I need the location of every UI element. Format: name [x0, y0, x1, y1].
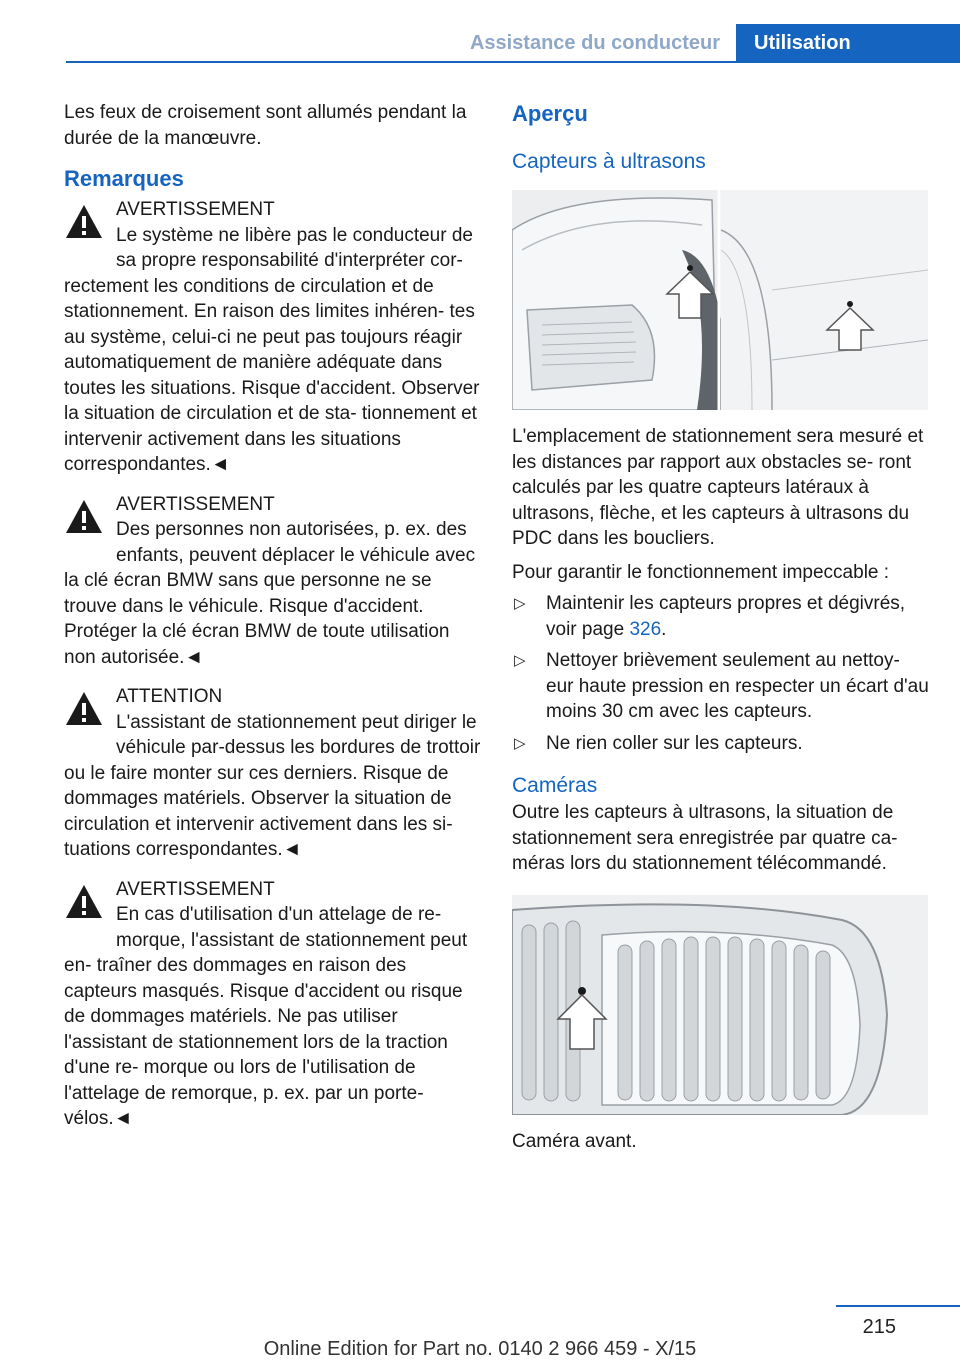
list-item-end: . — [661, 618, 667, 640]
header-chapter-tab: Utilisation — [736, 24, 960, 63]
header-rule — [66, 61, 960, 63]
list-item — [512, 591, 930, 642]
warning-block — [64, 684, 482, 863]
warning-text: En cas d'utilisation d'un attelage de re- morque, l'assistant de stationnement peut en- traîner des dommages en raison des capteurs masqués. Risque d'accident ou risque de dommages matériels. Ne pas utiliser l'assistant de stationnement lors de la traction d'une re- morque ou lors de l'utilisation de l'attelage de remorque, p. ex. par un porte-vélos.◄ — [64, 904, 468, 1129]
page-reference-link[interactable]: 326 — [629, 618, 662, 640]
list-item — [512, 731, 930, 757]
section-heading-apercu: Aperçu — [512, 101, 588, 126]
car-front-sensor-illustration — [512, 190, 928, 410]
ultrasonic-sensor-figure — [512, 190, 928, 410]
warning-triangle-icon — [64, 203, 116, 255]
right-column — [512, 100, 930, 1162]
footer-rule — [836, 1305, 960, 1307]
maintenance-list — [512, 591, 930, 756]
list-item-text: Ne rien coller sur les capteurs. — [546, 732, 803, 754]
maintenance-intro: Pour garantir le fonctionnement impeccable : — [512, 561, 890, 583]
warning-triangle-icon — [64, 883, 116, 935]
warning-label: ATTENTION — [116, 686, 223, 707]
warning-label: AVERTISSEMENT — [116, 199, 275, 220]
list-item — [512, 648, 930, 725]
warning-label: AVERTISSEMENT — [116, 878, 275, 900]
kidney-grille-camera-illustration — [512, 895, 928, 1115]
warning-block — [64, 197, 482, 478]
list-item-text: Maintenir les capteurs propres et dégivrés, voir page — [546, 593, 906, 640]
subheading-ultrasonic-sensors: Capteurs à ultrasons — [512, 150, 706, 173]
left-column — [64, 100, 482, 1132]
warning-text: Le système ne libère pas le conducteur de sa propre responsabilité d'interpréter cor- rectement les conditions de circulation et de stationnement. En raison des limites inhéren- tes au système, celui-ci ne peut pas toujours réagir automatiquement de manière adéquate dans toutes les situations. Risque d'accident. Observer la situation de circulation et de sta- tionnement et intervenir activement dans les situations correspondantes.◄ — [64, 224, 480, 475]
warning-triangle-icon — [64, 690, 116, 742]
front-camera-figure — [512, 895, 928, 1115]
bullet-triangle-icon: ▷ — [514, 595, 526, 612]
warning-triangle-icon — [64, 498, 116, 550]
warning-text: Des personnes non autorisées, p. ex. des enfants, peuvent déplacer le véhicule avec la clé écran BMW sans que personne ne se trouve dans le véhicule. Risque d'accident. Protéger la clé écran BMW de toute utilisation non autorisée.◄ — [64, 519, 476, 668]
bullet-triangle-icon: ▷ — [514, 652, 526, 669]
subheading-cameras: Caméras — [512, 774, 598, 797]
header-section-title: Assistance du conducteur — [469, 32, 720, 54]
sensor-description: L'emplacement de stationnement sera mesuré et les distances par rapport aux obstacles se- ront calculés par les quatre capteurs latéraux à ultrasons, flèche, et les capteurs à ultrasons du PDC dans les boucliers. — [512, 426, 924, 549]
list-item-text: Nettoyer brièvement seulement au nettoy- eur haute pression en respecter un écart d'au moins 30 cm avec les capteurs. — [546, 650, 929, 722]
warning-block — [64, 492, 482, 671]
warning-text: L'assistant de stationnement peut diriger le véhicule par-dessus les bordures de trottoir ou le faire monter sur ces derniers. Risque de dommages matériels. Observer la situation de circulation et intervenir activement dans les si- tuations correspondantes.◄ — [64, 711, 481, 860]
warning-block — [64, 877, 482, 1132]
section-heading-remarques: Remarques — [64, 166, 184, 191]
footer-edition-text: Online Edition for Part no. 0140 2 966 459 - X/15 — [263, 1338, 697, 1360]
page-number: 215 — [862, 1316, 896, 1338]
warning-label: AVERTISSEMENT — [116, 493, 275, 515]
bullet-triangle-icon: ▷ — [514, 734, 526, 752]
figure-caption: Caméra avant. — [512, 1130, 637, 1152]
camera-description: Outre les capteurs à ultrasons, la situation de stationnement sera enregistrée par quatre ca- méras lors du stationnement télécommandé. — [512, 802, 898, 874]
intro-paragraph: Les feux de croisement sont allumés pendant la durée de la manœuvre. — [64, 102, 467, 149]
